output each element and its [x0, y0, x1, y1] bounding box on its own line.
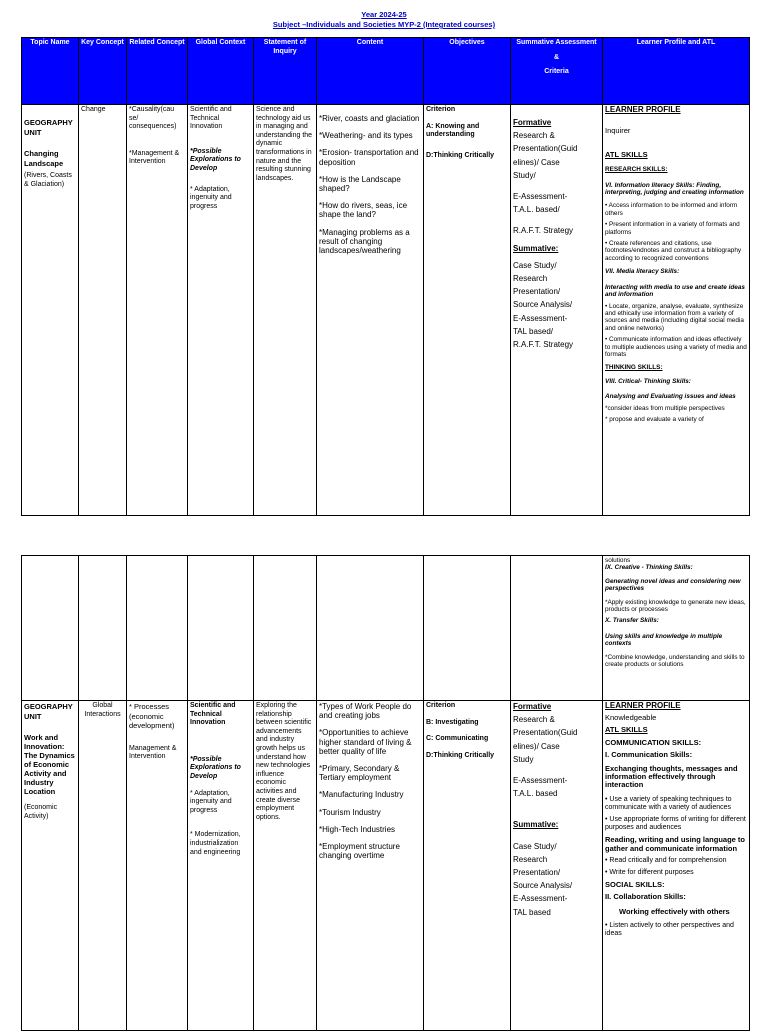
unit2-obj-b: B: Investigating	[426, 718, 479, 726]
col-topic-name: Topic Name	[22, 38, 79, 105]
unit1-lp-value: Inquirer	[605, 126, 631, 136]
unit1-summative-1: Case Study/	[513, 260, 557, 270]
unit1-formative-5: E-Assessment-	[513, 192, 568, 202]
unit1-learner-cell	[603, 105, 750, 516]
unit2-gc-exploration-1: * Adaptation, ingenuity and progress	[190, 789, 232, 814]
unit1-summative-4: Source Analysis/	[513, 300, 573, 310]
col-learner-profile: Learner Profile and ATL	[603, 38, 750, 105]
unit1-formative-2: Presentation(Guid	[513, 144, 578, 154]
unit1-unit-label: GEOGRAPHY UNIT	[24, 118, 73, 137]
unit2-read-item-1: • Read critically and for comprehension	[605, 856, 727, 864]
continuation-row	[22, 556, 750, 701]
cont-creative-sub: Generating novel ideas and considering new perspectives	[605, 577, 741, 593]
unit2-read-sub: Reading, writing and using language to gather and communicate information	[605, 835, 746, 853]
unit2-formative-label: Formative	[513, 702, 552, 711]
unit1-related-2: *Management & Intervention	[129, 149, 180, 166]
unit2-gc-exploration-2: * Modernization, industrialization and engineering	[190, 831, 241, 856]
unit2-gc-main: Scientific and Technical Innovation	[190, 702, 236, 727]
unit1-summative-5: E-Assessment-	[513, 313, 568, 323]
unit2-summative-3: Presentation/	[513, 868, 561, 878]
unit1-research-label: RESEARCH SKILLS:	[605, 166, 668, 174]
curriculum-table-2	[21, 555, 750, 1031]
unit2-formative-2: Presentation(Guid	[513, 728, 578, 738]
col-statement-of-inquiry: Statement of Inquiry	[254, 38, 317, 105]
unit2-content-2: *Opportunities to achieve higher standard of living & better quality of life	[319, 728, 412, 756]
unit1-content-cell	[317, 105, 424, 516]
unit1-related-1: *Causality(cau se/ consequences)	[129, 106, 177, 131]
col-content: Content	[317, 38, 424, 105]
col-global-context: Global Context	[188, 38, 254, 105]
unit1-key-concept: Change	[79, 105, 127, 516]
unit1-summative-3: Presentation/	[513, 287, 561, 297]
unit2-content-7: *Employment structure changing overtime	[319, 842, 400, 861]
unit1-critical-item-2: * propose and evaluate a variety of	[605, 415, 704, 423]
unit2-comm-label: COMMUNICATION SKILLS:	[605, 737, 702, 747]
unit2-unit-label: GEOGRAPHY UNIT	[24, 702, 73, 721]
cont-transfer: X. Transfer Skills:	[605, 617, 659, 625]
unit1-obj-label: Criterion	[426, 106, 456, 113]
unit1-row	[22, 105, 750, 516]
unit1-info-item-3: • Create references and citations, use footnotes/endnotes and construct a bibliography according to recognized conventions	[605, 240, 742, 262]
unit1-critical-item-1: *consider ideas from multiple perspectives	[605, 404, 725, 412]
unit2-obj-c: C: Communicating	[426, 735, 489, 743]
unit1-critical: VIII. Critical- Thinking Skills:	[605, 377, 691, 385]
unit1-topic-cell	[22, 105, 79, 516]
unit2-lp-label: LEARNER PROFILE	[605, 701, 681, 710]
unit1-gc-explorations-label: *Possible Explorations to Develop	[190, 147, 241, 172]
unit2-objectives-cell	[424, 701, 511, 1031]
unit2-content-cell	[317, 701, 424, 1031]
unit2-assessment-cell	[511, 701, 603, 1031]
unit2-formative-6: T.A.L. based	[513, 789, 558, 799]
unit2-content-6: *High-Tech Industries	[319, 824, 396, 834]
continuation-learner-cell	[603, 556, 750, 701]
unit1-formative-1: Research &	[513, 131, 555, 141]
unit2-formative-1: Research &	[513, 715, 555, 725]
unit2-summative-4: Source Analysis/	[513, 881, 573, 891]
unit1-info-item-2: • Present information in a variety of formats and platforms	[605, 221, 740, 236]
unit1-obj-a: A: Knowing and understanding	[426, 122, 480, 139]
unit2-subtitle: (Economic Activity)	[24, 804, 58, 820]
unit2-comm-item-1: • Use a variety of speaking techniques to communicate with a variety of audiences	[605, 795, 732, 811]
col-criteria-label: Criteria	[544, 68, 569, 76]
unit2-atl-label: ATL SKILLS	[605, 725, 648, 735]
header-row	[22, 38, 750, 105]
unit2-social-label: SOCIAL SKILLS:	[605, 880, 665, 890]
unit1-formative-3: elines)/ Case	[513, 157, 560, 167]
unit2-content-1: *Types of Work People do and creating jobs	[319, 702, 412, 721]
unit1-media-item-1: • Locate, organize, analyse, evaluate, synthesize and ethically use information from a variety of sources and media (including digital social media and online networks)	[605, 302, 744, 332]
unit2-comm-sub: Exchanging thoughts, messages and information effectively through interaction	[605, 764, 738, 790]
unit2-summative-1: Case Study/	[513, 841, 557, 851]
unit1-subtitle: (Rivers, Coasts & Glaciation)	[24, 172, 72, 188]
unit1-related-cell	[127, 105, 188, 516]
unit1-objectives-cell	[424, 105, 511, 516]
unit1-media-lit: VII. Media literacy Skills:	[605, 268, 680, 276]
unit1-lp-label: LEARNER PROFILE	[605, 105, 681, 114]
unit2-related-2: Management & Intervention	[129, 744, 177, 761]
unit2-topic-cell	[22, 701, 79, 1031]
unit1-atl-label: ATL SKILLS	[605, 149, 648, 159]
unit1-content-2: *Weathering- and its types	[319, 131, 413, 141]
unit2-content-4: *Manufacturing Industry	[319, 790, 404, 800]
unit2-related-cell	[127, 701, 188, 1031]
unit1-content-5: *How do rivers, seas, ice shape the land?	[319, 201, 408, 220]
unit2-content-5: *Tourism Industry	[319, 807, 381, 817]
col-amp-label: &	[553, 53, 560, 61]
doc-subject: Subject –Individuals and Societies MYP-2 (Integrated courses)	[272, 20, 496, 29]
unit2-obj-label: Criterion	[426, 702, 456, 709]
col-key-concept: Key Concept	[79, 38, 127, 105]
unit2-gc-explorations-label: *Possible Explorations to Develop	[190, 755, 241, 780]
cont-transfer-item: *Combine knowledge, understanding and skills to create products or solutions	[605, 653, 745, 669]
unit1-gc-explorations: * Adaptation, ingenuity and progress	[190, 185, 232, 210]
unit2-summative-2: Research	[513, 854, 548, 864]
unit2-collab-item-1: • Listen actively to other perspectives and ideas	[605, 921, 734, 938]
unit1-formative-4: Study/	[513, 170, 536, 180]
unit1-obj-d: D:Thinking Critically	[426, 151, 495, 159]
unit1-content-1: *River, coasts and glaciation	[319, 114, 420, 123]
col-summative-assessment	[511, 38, 603, 105]
curriculum-table-1	[21, 37, 750, 516]
col-objectives: Objectives	[424, 38, 511, 105]
unit2-key-concept: Global Interactions	[79, 701, 127, 1031]
unit1-content-3: *Erosion- transportation and deposition	[319, 148, 419, 167]
unit1-formative-7: R.A.F.T. Strategy	[513, 226, 574, 236]
cont-solutions: solutions	[605, 557, 631, 564]
unit2-content-3: *Primary, Secondary & Tertiary employment	[319, 764, 400, 783]
unit2-related-1: * Processes (economic development)	[129, 702, 175, 730]
unit1-thinking-label: THINKING SKILLS:	[605, 364, 663, 372]
unit2-read-item-2: • Write for different purposes	[605, 869, 694, 877]
unit2-collab-sub: Working effectively with others	[619, 906, 730, 916]
unit1-gc-main: Scientific and Technical Innovation	[190, 106, 232, 131]
doc-year: Year 2024-25	[361, 10, 407, 19]
unit1-title: Changing Landscape	[24, 149, 64, 168]
unit1-media-item-2: • Communicate information and ideas effectively to multiple audiences using a variety of media and formats	[605, 336, 747, 358]
unit1-content-4: *How is the Landscape shaped?	[319, 174, 401, 194]
unit1-global-context-cell	[188, 105, 254, 516]
unit1-summative-label: Summative:	[513, 243, 559, 253]
col-summative-label: Summative Assessment	[516, 39, 597, 46]
unit2-summative-5: E-Assessment-	[513, 894, 568, 904]
cont-creative-item: *Apply existing knowledge to generate new ideas, products or processes	[605, 598, 746, 614]
unit2-learner-cell	[603, 701, 750, 1031]
unit2-comm-item-2: • Use appropriate forms of writing for different purposes and audiences	[605, 816, 746, 832]
unit2-row	[22, 701, 750, 1031]
unit2-title: Work and Innovation: The Dynamics of Economic Activity and Industry Location	[24, 733, 75, 796]
unit2-collab: II. Collaboration Skills:	[605, 892, 686, 902]
unit2-obj-d: D:Thinking Critically	[426, 751, 495, 759]
unit1-info-lit: VI. Information literacy Skills: Finding, interpreting, judging and creating information	[605, 181, 744, 197]
unit1-assessment-cell	[511, 105, 603, 516]
col-related-concept: Related Concept	[127, 38, 188, 105]
unit2-comm-i: I. Communication Skills:	[605, 749, 693, 759]
unit1-summative-2: Research	[513, 274, 548, 284]
cont-creative: IX. Creative - Thinking Skills:	[605, 564, 693, 572]
unit2-summative-label: Summative:	[513, 820, 559, 830]
unit2-soi: Exploring the relationship between scientific advancements and industry growth helps us understand how new technologies influence economic activities and create diverse employment options.	[254, 701, 317, 1031]
unit1-content-6: *Managing problems as a result of changing landscapes/weathering	[319, 227, 410, 256]
unit1-summative-7: R.A.F.T. Strategy	[513, 340, 574, 350]
unit1-formative-label: Formative	[513, 118, 552, 127]
unit2-formative-3: elines)/ Case	[513, 741, 560, 751]
unit2-formative-4: Study	[513, 754, 534, 764]
unit1-formative-6: T.A.L. based/	[513, 205, 560, 215]
unit2-formative-5: E-Assessment-	[513, 776, 568, 786]
unit2-global-context-cell	[188, 701, 254, 1031]
cont-transfer-sub: Using skills and knowledge in multiple contexts	[605, 632, 723, 648]
unit1-soi: Science and technology aid us in managing and understanding the dynamic transformations in nature and the resulting stunning landscapes.	[254, 105, 317, 516]
unit2-lp-value: Knowledgeable	[605, 713, 657, 723]
unit1-media-sub: Interacting with media to use and create ideas and information	[605, 283, 745, 299]
unit1-summative-6: TAL based/	[513, 326, 554, 336]
unit1-critical-sub: Analysing and Evaluating issues and ideas	[605, 393, 736, 401]
unit1-info-item-1: • Access information to be informed and inform others	[605, 202, 738, 217]
unit2-summative-6: TAL based	[513, 907, 551, 917]
